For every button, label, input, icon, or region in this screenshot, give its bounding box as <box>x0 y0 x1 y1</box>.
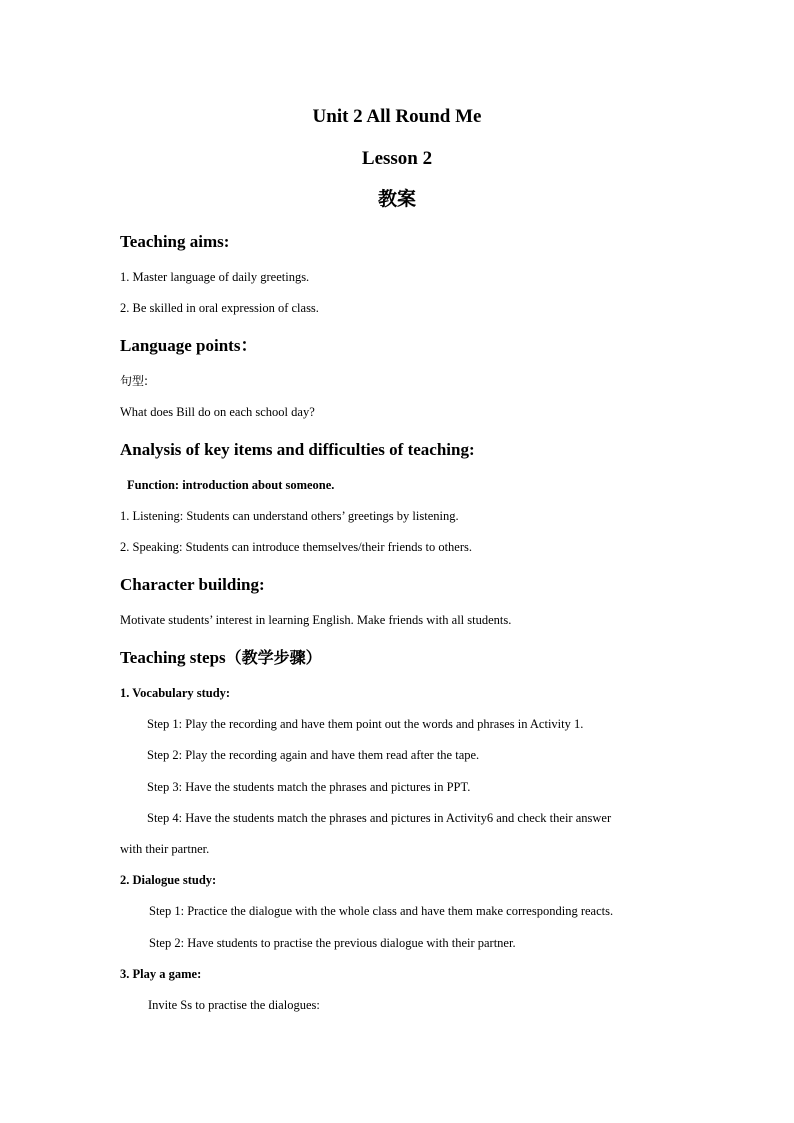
play-game-text: Invite Ss to practise the dialogues: <box>148 998 320 1012</box>
analysis-heading: Analysis of key items and difficulties of teaching: <box>120 440 475 459</box>
vocab-step-4-line-1: Step 4: Have the students match the phrases and pictures in Activity6 and check their answer <box>147 811 612 825</box>
teaching-steps-heading <box>120 649 322 666</box>
language-points-heading: Language points： <box>120 336 258 355</box>
aim-item-2: 2. Be skilled in oral expression of class. <box>120 301 319 315</box>
sentence-pattern-label: 句型: <box>120 374 149 388</box>
vocab-step-3: Step 3: Have the students match the phrases and pictures in PPT. <box>147 780 471 794</box>
sentence-pattern: What does Bill do on each school day? <box>120 405 315 419</box>
character-building-text: Motivate students’ interest in learning English. Make friends with all students. <box>120 613 512 627</box>
teaching-steps-heading-cn: （教学步骤） <box>225 648 322 667</box>
vocab-step-2: Step 2: Play the recording again and have them read after the tape. <box>147 748 480 762</box>
dialogue-study-title: 2. Dialogue study: <box>120 873 217 887</box>
play-game-title: 3. Play a game: <box>120 967 202 981</box>
dialogue-step-2: Step 2: Have students to practise the previous dialogue with their partner. <box>149 936 516 950</box>
dialogue-step-1: Step 1: Practice the dialogue with the whole class and have them make corresponding reacts. <box>149 904 614 918</box>
lesson-plan-label: 教案 <box>377 188 416 210</box>
lesson-title: Lesson 2 <box>361 148 433 169</box>
analysis-item-1: 1. Listening: Students can understand others’ greetings by listening. <box>120 509 459 523</box>
teaching-aims-heading: Teaching aims: <box>120 232 230 251</box>
function-line: Function: introduction about someone. <box>127 478 335 492</box>
vocab-step-1: Step 1: Play the recording and have them point out the words and phrases in Activity 1. <box>147 717 584 731</box>
teaching-steps-heading-en: Teaching steps <box>120 648 226 667</box>
aim-item-1: 1. Master language of daily greetings. <box>120 270 310 284</box>
analysis-item-2: 2. Speaking: Students can introduce themselves/their friends to others. <box>120 540 473 554</box>
vocab-step-4-line-2: with their partner. <box>120 842 210 856</box>
character-building-heading: Character building: <box>120 575 265 594</box>
vocabulary-study-title: 1. Vocabulary study: <box>120 686 231 700</box>
unit-title: Unit 2 All Round Me <box>312 106 482 127</box>
